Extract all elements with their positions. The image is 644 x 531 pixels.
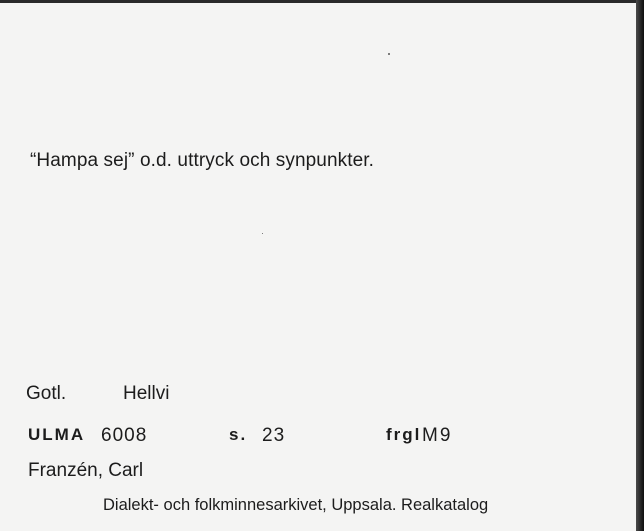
archive-footer: Dialekt- och folkminnesarkivet, Uppsala. Realkatalog xyxy=(103,496,489,514)
page-label: s. xyxy=(229,425,248,444)
page-number: 23 xyxy=(262,425,286,446)
place-region: Gotl. xyxy=(26,383,67,404)
scan-edge-top xyxy=(0,0,644,3)
card-subject: “Hampa sej” o.d. uttryck och synpunkter. xyxy=(30,150,375,171)
scan-edge-right xyxy=(636,0,644,531)
question-code: M9 xyxy=(422,425,453,446)
place-parish: Hellvi xyxy=(123,383,170,404)
paper-speck xyxy=(388,53,390,55)
question-label: frgl xyxy=(386,425,422,444)
ulma-number: 6008 xyxy=(101,425,148,446)
collector-name: Franzén, Carl xyxy=(28,460,144,481)
paper-speck xyxy=(262,233,263,234)
ulma-label: ULMA xyxy=(28,425,86,444)
